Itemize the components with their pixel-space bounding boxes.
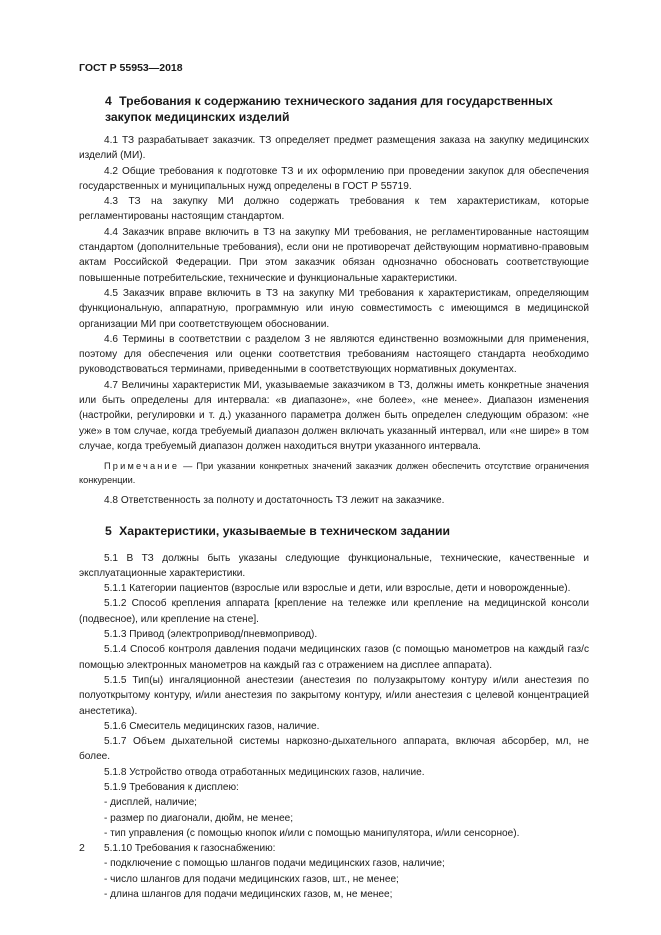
- page-content: [79, 93, 589, 902]
- note-label: Примечание: [104, 461, 180, 472]
- paragraph-4-7: 4.7 Величины характеристик МИ, указываемые заказчиком в ТЗ, должны иметь конкретные значения или быть определены для интервала: «в диапазоне», «не более», «не менее». Диапазон изменения (настройки, регулировки и т. д.) указанного параметра должен быть определен следующим образом: «не уже» в том случае, когда требуемый диапазон должен включать указанный интервал, или «не шире» в том случае, когда требуемый диапазон должен находиться внутри указанного интервала.: [79, 379, 589, 452]
- section-4-title: Требования к содержанию технического задания для государственных закупок медицинских изделий: [105, 94, 553, 124]
- list-item-hose-length: - длина шлангов для подачи медицинских газов, м, не менее;: [104, 889, 393, 901]
- paragraph-5-1-9: 5.1.9 Требования к дисплею:: [104, 781, 239, 793]
- paragraph-5-1-2: 5.1.2 Способ крепления аппарата [крепление на тележке или крепление на медицинской консоли (подвесное), или крепление на стене].: [79, 598, 589, 625]
- paragraph-4-1: 4.1 ТЗ разрабатывает заказчик. ТЗ определяет предмет размещения заказа на закупку медицинских изделий (МИ).: [79, 135, 589, 162]
- section-5-title: Характеристики, указываемые в техническом задании: [119, 523, 451, 538]
- section-5-number: 5: [105, 523, 112, 538]
- paragraph-5-1-8: 5.1.8 Устройство отвода отработанных медицинских газов, наличие.: [104, 766, 425, 778]
- paragraph-5-1-3: 5.1.3 Привод (электропривод/пневмопривод).: [104, 629, 318, 641]
- list-item-display-size: - размер по диагонали, дюйм, не менее;: [104, 812, 294, 824]
- list-item-hose-count: - число шлангов для подачи медицинских газов, шт., не менее;: [104, 873, 399, 885]
- list-item-control-type: - тип управления (с помощью кнопок и/или с помощью манипулятора, и/или сенсорное).: [104, 827, 520, 839]
- page-number: 2: [79, 842, 85, 854]
- paragraph-5-1: 5.1 В ТЗ должны быть указаны следующие функциональные, технические, качественные и эксплуатационные характеристики.: [79, 552, 589, 579]
- paragraph-4-4: 4.4 Заказчик вправе включить в ТЗ на закупку МИ требования, не регламентированные настоящим стандартом (дополнительные требования), если они не противоречат действующим нормативно-правовым актам Российской Федерации. При этом заказчик обязан однозначно обосновать соответствующие повышенные потребительские, технические и функциональные характеристики.: [79, 226, 589, 284]
- paragraph-5-1-5: 5.1.5 Тип(ы) ингаляционной анестезии (анестезия по полузакрытому контуру и/или анестезия по полуоткрытому контуру, и/или анестезия по закрытому контуру, и/или анестезия с целевой концентрацией анестетика).: [79, 674, 589, 717]
- paragraph-5-1-7: 5.1.7 Объем дыхательной системы наркозно-дыхательного аппарата, включая абсорбер, мл, не более.: [79, 736, 589, 763]
- section-4-heading: [79, 93, 589, 125]
- note-paragraph: [79, 460, 589, 487]
- section-4-number: 4: [105, 94, 112, 108]
- document-header: ГОСТ Р 55953—2018: [79, 62, 183, 74]
- paragraph-4-5: 4.5 Заказчик вправе включить в ТЗ на закупку МИ требования к характеристикам, определяющим функциональную, аппаратную, программную или иную совместимость с имеющимся в медицинской организации МИ при соответствующем обосновании.: [79, 287, 589, 330]
- paragraph-5-1-1: 5.1.1 Категории пациентов (взрослые или взрослые и дети, или взрослые, дети и новорожденные).: [104, 583, 571, 595]
- paragraph-4-6: 4.6 Термины в соответствии с разделом 3 не являются единственно возможными для применения, поэтому для обеспечения или оценки соответствия требованиям настоящего стандарта необходимо руководствоваться терминами, приведенными в соответствующих нормативных документах.: [79, 333, 589, 376]
- paragraph-4-8: 4.8 Ответственность за полноту и достаточность ТЗ лежит на заказчике.: [104, 495, 445, 507]
- list-item-hose-connection: - подключение с помощью шлангов подачи медицинских газов, наличие;: [104, 858, 445, 870]
- note-text: — При указании конкретных значений заказчик должен обеспечить отсутствие ограничения конкуренции.: [79, 461, 589, 485]
- paragraph-5-1-10: 5.1.10 Требования к газоснабжению:: [104, 843, 276, 855]
- list-item-display-presence: - дисплей, наличие;: [104, 797, 197, 809]
- paragraph-4-3: 4.3 ТЗ на закупку МИ должно содержать требования к тем характеристикам, которые регламентированы настоящим стандартом.: [79, 196, 589, 223]
- paragraph-5-1-4: 5.1.4 Способ контроля давления подачи медицинских газов (с помощью манометров на каждый газ/с помощью электронных манометров на каждый газ с отражением на дисплее аппарата).: [79, 644, 589, 671]
- paragraph-5-1-6: 5.1.6 Смеситель медицинских газов, наличие.: [104, 720, 320, 732]
- paragraph-4-2: 4.2 Общие требования к подготовке ТЗ и их оформлению при проведении закупок для обеспечения государственных и муниципальных нужд определены в ГОСТ Р 55719.: [79, 165, 589, 192]
- section-5-heading: [79, 523, 589, 539]
